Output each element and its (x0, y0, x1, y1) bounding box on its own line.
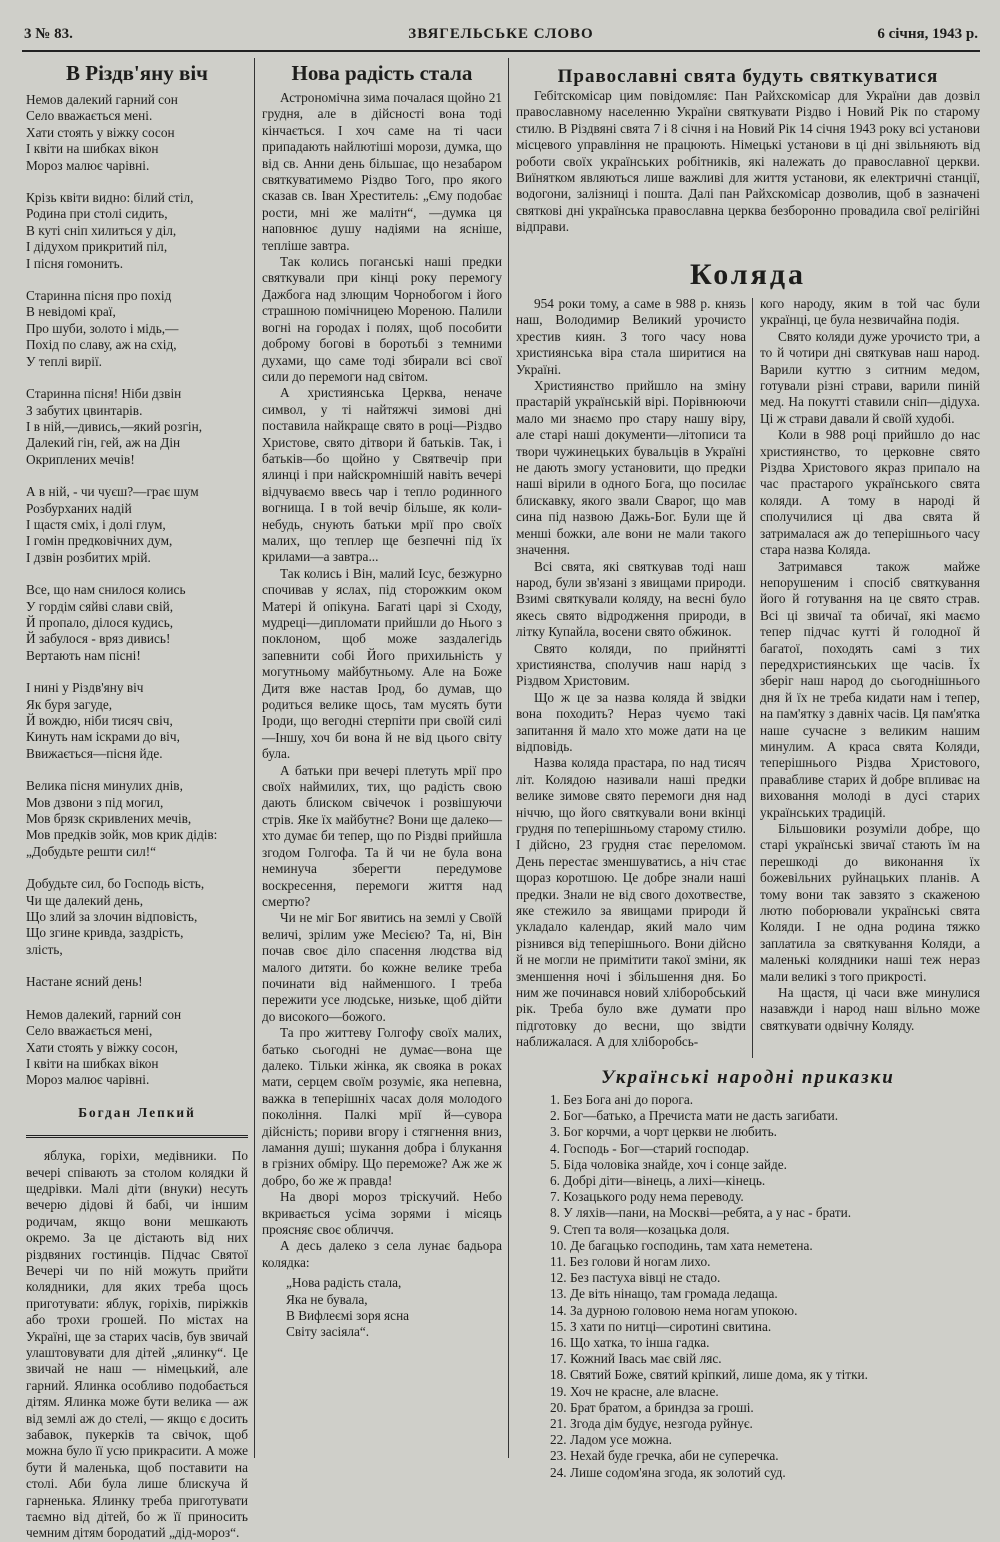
nova-radist-paragraph: Та про життеву Голгофу своїх малих, батько сьогодні не думає—вона ще далеко. Тільки жінка, як свояка в роках мати, серцем своїм розуміє, яка непевна, важка в теперішніх часах доля молодого покоління. Палкі мрії й—сувора дійсність; пориви вгору і стягнення вниз, ламання душі; шукання добра і блукання в грізних обміру. Що переможе? Аж же ж добро, бо же ж правда! (262, 1025, 502, 1188)
kolyada-paragraph: На щастя, ці часи вже минулися назавжди і народ наш вільно може святкувати одвічну Коляду. (760, 985, 980, 1033)
proverb-item: 24. Лише содом'яна згода, як золотий суд. (550, 1464, 786, 1480)
poem-line: Й вождю, ніби тисяч свіч, (26, 713, 173, 728)
header-rule (22, 50, 980, 52)
carol-line: Яка не бувала, (286, 1291, 368, 1307)
poem-author: Богдан Лепкий (78, 1104, 196, 1120)
proverbs-list (550, 1092, 980, 1481)
poem-line: Мов предків зойк, мов крик дідів: (26, 827, 218, 843)
proverbs-section (516, 1066, 980, 1480)
poem-line: І дідухом прикритий піл, (26, 239, 168, 255)
poem-line: „Добудьте решти сил!“ (26, 843, 157, 859)
nova-radist-paragraph: А десь далеко з села лунає бадьора колядка: (262, 1238, 502, 1270)
poem-line: Як буря загуде, (26, 696, 113, 712)
nova-radist-body (262, 90, 502, 1271)
kolyada-paragraph: 954 роки тому, а саме в 988 р. князь наш, Володимир Великий урочисто хрестив киян. З того часу нова християнська віра стала ширитися на Україні. (516, 296, 746, 377)
kolyada-paragraph: Свято коляди, по прийнятті християнства, сполучив наш нарід з Різдвом Христовим. (516, 640, 746, 689)
poem-line: А в ній, - чи чуєш?—грає шум (26, 484, 199, 500)
poem-line: Село вважається мені, (26, 1023, 153, 1039)
kolyada-paragraph: Затримався також майже непорушеним і спосіб святкування його й готування на це свято страв. Всі ці звичаї та обичаї, які маємо тепер підчас кутті й голодної й багатої, походять самі з тих передхристиянських ще часів. Їх зберіг наш народ до сьогоднішнього дня й їх не треба кидати нам і тепер, на пам'ятку з давніх часів. Ця пам'ятка наше сучасне з великим нашим минулим. А краса свята Коляди, теперішнього Різдва Христового, правабливе старих й добре впливає на виховання молоді в дусі старих українських традицій. (760, 558, 980, 820)
nova-radist-paragraph: А християнська Церква, неначе символ, у ті найтяжчі зимові дні поставила найкраще свято в році—Різдво Христове, свято дітвори й батьків. Так, і батьків—бо щойно у Святвечір при ялинці і при найскромнішій навіть вечері відчуваємо ввесь чар і тепло родинного вогнища. І в той вечір більше, як коли-небудь, снують батьки мрії про своїх малих, що теплер ще безпечні під їх крилами—а завтра... (262, 385, 502, 565)
poem-line: злість, (26, 941, 63, 957)
poem-line: Кинуть нам іскрами до віч, (26, 729, 180, 745)
poem-line: І гомін предковічних дум, (26, 533, 173, 549)
proverb-item: 1. Без Бога ані до порога. (550, 1092, 694, 1107)
poem-line: Й пропало, ділося кудись, (26, 614, 174, 630)
proverb-item: 16. Що хатка, то інша гадка. (550, 1335, 710, 1351)
proverb-item: 3. Бог корчми, а чорт церкви не любить. (550, 1124, 777, 1140)
proverb-item: 6. Добрі діти—вінець, а лихі—кінець. (550, 1173, 766, 1189)
poem-line: Немов далекий гарний сон (26, 92, 178, 107)
newspaper-title: ЗВЯГЕЛЬСЬКЕ СЛОВО (408, 26, 594, 42)
nova-radist-title: Нова радість стала (291, 61, 473, 85)
nova-radist-paragraph: Астрономічна зима почалася щойно 21 грудня, але в дійсності вона тоді кінчається. І хоч саме на ті часи припадають найлютіші морози, думка, що від св. Анни день більшає, що незабаром святкуватимемо Різдво Того, про якого сказав св. Іван Хреститель: „Єму подобає рости, мні же малітн“, —думка ця наповнює душу надіями на ясніше, тепліше завтра. (262, 90, 502, 253)
kolyada-paragraph: Що ж це за назва коляда й звідки вона походить? Нераз чуємо такі запитання й мало хто може дати на це відповідь. (516, 689, 746, 754)
proverb-item: 21. Згода дім будує, незгода руйнує. (550, 1416, 753, 1432)
proverb-item: 22. Ладом усе можна. (550, 1432, 672, 1448)
kolyada-paragraph: Свято коляди дуже урочисто три, а то й чотири дні святкував наш народ. Варили куттю з ситним медом, готували різні страви, варили пиній мед. На покутті ставили сніп—дідуха. Ці ж страви давали й своїй худобі. (760, 328, 980, 426)
nova-radist-paragraph: Чи не міг Бог явитись на землі у Своїй величі, зрілим уже Месією? Та, ні, Він почав своє діло спасення людства від малого дитяти. бо кожне велике треба починати від найменшого. І треба пережити усе людське, низьке, щоб дійти до високого—божого. (262, 910, 502, 1024)
poem-line: Старинна пісня про похід (26, 288, 172, 304)
poem-line: І в ній,—дивись,—який розгін, (26, 418, 203, 434)
poem-line: Настане ясний день! (26, 974, 143, 990)
proverb-item: 8. У ляхів—пани, на Москві—ребята, а у нас - брати. (550, 1205, 852, 1221)
poem-line: Чи ще далекий день, (26, 892, 144, 908)
nova-radist-paragraph: Так колись поганські наші предки святкували при кінці року перемогу Дажбога над злющим Чорнобогом і його страшною помічницею Мореною. Палили вогні на городах і полях, щоб пособити доброму богові в боротьбі з темними духами, що саме тоді збирали всі свої сили до перемоги над світом. (262, 254, 502, 384)
poem-line: Немов далекий, гарний сон (26, 1006, 182, 1022)
poem-line: У теплі вирії. (26, 353, 102, 369)
poem-line: І дзвін розбитих мрій. (26, 549, 151, 565)
kolyada-column-a (516, 296, 746, 1060)
poem-line: І пісня гомонить. (26, 255, 124, 271)
nova-radist-paragraph: На дворі мороз тріскучий. Небо вкривається усіма зорями і місяць проясняє своє обличчя. (262, 1189, 502, 1238)
poem-line: Розбурханих надій (26, 500, 132, 516)
poem-line: У гордім сяйві слави свій, (26, 598, 174, 614)
proverb-item: 13. Де віть нінащо, там громада ледаща. (550, 1286, 778, 1302)
poem-line: Хати стоять у віжку сосон (26, 124, 175, 140)
poem-line: Мов брязк скривлених мечів, (26, 811, 192, 827)
orthodox-title: Православні свята будуть святкуватися (557, 66, 939, 87)
proverb-item: 23. Нехай буде гречка, аби не суперечка. (550, 1448, 779, 1464)
poem-line: І щастя сміх, і долі глум, (26, 516, 166, 532)
poem-stanza (26, 778, 248, 860)
poem-line: Добудьте сил, бо Господь вість, (26, 876, 205, 892)
poem-line: Село вважається мені. (26, 108, 153, 124)
poem-line: Ввижається—пісня йде. (26, 745, 163, 761)
poem-stanza (26, 386, 248, 468)
section-divider (26, 1135, 248, 1138)
poem-line: І квіти на шибках вікон (26, 1055, 159, 1071)
poem-line: І квіти на шибках вікон (26, 141, 159, 157)
poem-line: В куті сніп хилиться у діл, (26, 222, 177, 238)
proverb-item: 17. Кожний Івась має свій ляс. (550, 1351, 722, 1367)
orthodox-text: Гебітскомісар цим повідомляє: Пан Райхскомісар для України дав дозвіл православному населенню України святкувати Різдво і Новий Рік по старому стилю. В Різдвяні свята 7 і 8 січня і на Новий Рік 14 січня 1943 року всі установи місцевого управління не працюють. Німецькі установи в ці дні звільняють від роботи своїх українських робітників, які належать до православної церкви. Виїнятком являються лише важливі для життя установи, як електричні станції, водогони, залізниці і пошта. Далі пан Райхскомісар дозволив, щоб в зазначені святкові дні українська православна церква безборонно провадила свої релігійні відправи. (516, 88, 980, 235)
poem-stanza (26, 876, 248, 958)
poem-line: Велика пісня минулих днів, (26, 778, 183, 794)
nova-radist-paragraph: А батьки при вечері плетуть мрії про своїх наймилих, тих, що радість свою дають блиском свічечок і розвішуючи стрів. Яке їх майбутнє? Вони ще далеко—хто думає би тепер, що по Різдві прийшла згодом Голгофа. Та й чи не була вона неминуча зберегти передумове воскресення, перемоги життя над смертю? (262, 762, 502, 909)
poem-stanza (26, 92, 248, 174)
column-rule-1 (254, 58, 255, 1458)
poem-line: Мов дзвони з під могил, (26, 794, 164, 810)
proverb-item: 4. Господь - Бог—старий господар. (550, 1140, 750, 1156)
poem-body (26, 92, 248, 1089)
kolyada-paragraph: Християнство прийшло на зміну прастарій українській вірі. Порівнюючи мало ми знаємо про стару нашу віру, але старі наші документи—літописи та твори чужинецьких бувальців в Україні не дають змогу установити, що предки наші вірили в одного Бога, що посилає блискавку, якого звали Сварог, що мав сина під назвою Дажь-Бог. Були ще й менші божки, але вони не мали такого значення. (516, 378, 746, 558)
kolyada-paragraph: Всі свята, які святкував тоді наш народ, були зв'язані з явищами природи. Взимі святкували коляду, на весні було якесь свято відродження природи, в літку Купайла, восени свято обжинок. (516, 558, 746, 640)
orthodox-notice (516, 66, 980, 266)
proverb-item: 19. Хоч не красне, але власне. (550, 1383, 719, 1399)
kolyada-column-b (760, 296, 980, 1060)
proverb-item: 5. Біда чоловіка знайде, хоч і сонце зайде. (550, 1156, 787, 1172)
poem-stanza (26, 582, 248, 664)
poem-line: Крізь квіти видно: білий стіл, (26, 190, 194, 206)
poem-line: З забутих цвинтарів. (26, 402, 143, 418)
proverb-item: 10. Де багацько господинь, там хата неметена. (550, 1237, 813, 1253)
poem-line: Що згине кривда, заздрість, (26, 925, 184, 941)
masthead (24, 26, 978, 48)
kolyada-title: Коляда (689, 258, 807, 291)
kolyada-paragraph: Назва коляда прастара, по над тисяч літ. Колядою називали наші предки велике зимове свято перемоги дня над ніччю, що його святкували вони вкінці грудня по теперішньому старому стилю. І дійсно, 23 грудня стає переломом. День перестає зменшуватись, а ніч стає щораз коротшою. Це добре знали наші предки. Знали не від свого дохотвестве, яке стежило за явищами природи й укладало календар, який мало чим різнився від теперішнього. Вони дійсно й не могли не примітити такої зміни, як зменшення ночі і збільшення дня. Бо ним же починався новий хліборобський рік. Треба було вже думати про підготовку до весни, що звідти наближалася. А для хліборобсь- (516, 755, 746, 1050)
carol-line: В Вифлеємі зоря ясна (286, 1308, 410, 1324)
carol-quote (286, 1275, 502, 1341)
poem-line: Похід по славу, аж на схід, (26, 337, 177, 353)
col1-continuation-text: яблука, горіхи, медівники. По вечері співають за столом колядки й щедрівки. Малі діти (внуки) несуть вечерю дідові й бабі, чи іншим родичам, якщо вони мешкають окремо. За це дістають від них різдвяних гостинців. Підчас Святої Вечері чи по ній можуть прийти колядники, для яких треба щось приготувати: яблук, горіхів, пиріжків або трохи грошей. По містах на Україні, ще за старих часів, був звичай улаштовувати для дітей „ялинку“. Це звичай не наш — німецький, але гарний. Ялинка особливо подобається дітям. Ялинка може бути велика — аж від землі аж до стелі, — якщо є досить забавок, пукерків та свічок, щоб можна було її усю прикрасити. А може бути й маленька, щоб поставити на столі. Аби була лише блискуча й гарненька. Ялинку треба приготувати таємно від дітей, бо ж її приносить чемним дітям бородатий „дід-мороз“. (26, 1148, 248, 1541)
poem-stanza (26, 680, 248, 762)
poem-line: Окриплених мечів! (26, 451, 135, 467)
poem-column (26, 60, 248, 1541)
kolyada-paragraph: Більшовики розуміли добре, що старі українські звичаї стають їм на перешкоді до виконання їх божевільних руйнацьких планів. А тому вони так завзято з скаженою лютю поборювали українські свята Коляди. І не одна родина тяжко заплатила за святкування Коляди, а маленькі колядники наші теж нераз мали великі з того прикрості. (760, 821, 980, 984)
column-rule-3 (752, 298, 753, 1058)
proverb-item: 14. За дурною головою нема ногам упокою. (550, 1302, 798, 1318)
kolyada-paragraph: кого народу, яким в той час були українці, це була незвичайна подія. (760, 296, 980, 328)
kolyada-paragraph: Коли в 988 році прийшло до нас християнство, то церковне свято Різдва Христового якраз припало на час прастарого українського свята коляди. А тому в народі й сполучилися ці два свята й затрималася аж до теперішнього часу стара назва Коляда. (760, 427, 980, 558)
poem-line: І нині у Різдв'яну віч (26, 680, 144, 696)
poem-stanza (26, 974, 248, 990)
poem-line: Вертають нам пісні! (26, 647, 141, 663)
poem-line: В невідомі краї, (26, 304, 116, 320)
nova-radist-paragraph: Так колись і Він, малий Ісус, безжурно спочивав у яслах, під сторожким оком Матері й опікуна. Багаті царі зі Сходу, мудреці—дипломати прийшли до Нього з поклоном, щоб може заздалегідь запевнити собі Його прихильність у могутньому майбутньому. Але на Боже Дитя вже настав Ірод, бо думав, що родиться велике щось, там мусять бути Іроди, що вегодні стерпіти при своїй силі—Іншу, хоч би вона й не від цього світу була. (262, 565, 502, 762)
poem-stanza (26, 484, 248, 566)
poem-stanza (26, 190, 248, 272)
proverb-item: 20. Брат братом, а бриндза за гроші. (550, 1399, 754, 1415)
carol-line: Світу засіяла“. (286, 1324, 370, 1340)
proverb-item: 7. Козацького роду нема переводу. (550, 1189, 744, 1205)
column-rule-2 (508, 58, 509, 1458)
proverb-item: 11. Без голови й ногам лихо. (550, 1254, 711, 1270)
poem-line: Далекий гін, гей, аж на Дін (26, 435, 181, 451)
poem-line: Родина при столі сидить, (26, 206, 168, 222)
carol-line: „Нова радість стала, (286, 1275, 402, 1291)
poem-title: В Різдв'яну віч (65, 61, 208, 85)
poem-line: Все, що нам снилося колись (26, 582, 186, 598)
poem-line: Про шуби, золото і мідь,— (26, 320, 179, 336)
proverb-item: 12. Без пастуха вівці не стадо. (550, 1270, 721, 1286)
poem-line: Мороз малює чарівні. (26, 157, 150, 173)
poem-line: Мороз малює чарівні. (26, 1072, 150, 1088)
poem-line: Що злий за злочин відповість, (26, 909, 198, 925)
poem-line: Хати стоять у віжку сосон, (26, 1039, 178, 1055)
nova-radist-column (262, 60, 502, 1460)
proverb-item: 9. Степ та воля—козацька доля. (550, 1221, 730, 1237)
issue-number: 3 № 83. (24, 26, 73, 42)
proverb-item: 18. Святий Боже, святий кріпкий, лише дома, як у тітки. (550, 1367, 869, 1383)
poem-line: Й забулося - вряз дивись! (26, 631, 171, 647)
poem-stanza (26, 288, 248, 370)
poem-line: Старинна пісня! Ніби дзвін (26, 386, 182, 402)
proverbs-title: Українські народні приказки (601, 1067, 895, 1088)
proverb-item: 2. Бог—батько, а Пречиста мати не дасть загибати. (550, 1108, 839, 1124)
poem-stanza (26, 1007, 248, 1089)
proverb-item: 15. З хати по нитці—сиротині свитина. (550, 1318, 772, 1334)
issue-date: 6 січня, 1943 р. (877, 26, 978, 42)
